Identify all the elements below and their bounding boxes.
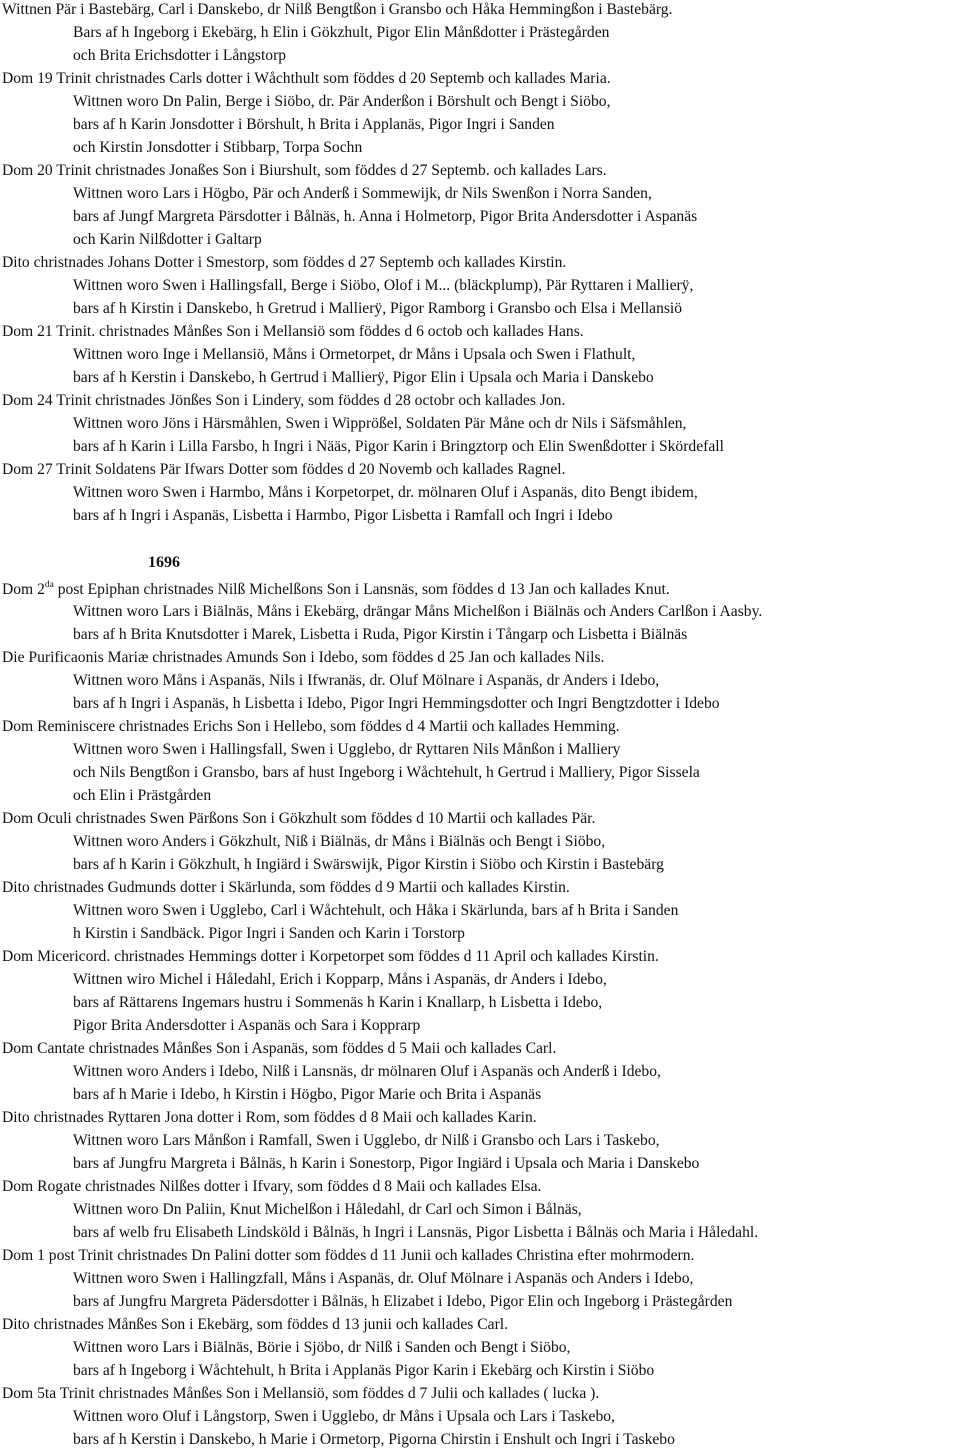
baptism-entry-line: Dom Micericord. christnades Hemmings dotter i Korpetorpet som föddes d 11 April och kallades Kirstin. bbox=[2, 948, 659, 965]
baptism-entry-line: Dom 27 Trinit Soldatens Pär Ifwars Dotter som föddes d 20 Novemb och kallades Ragnel. bbox=[2, 461, 566, 478]
baptism-entry-line: Dito christnades Gudmunds dotter i Skärlunda, som föddes d 9 Martii och kallades Kirstin. bbox=[2, 879, 570, 896]
baptism-entry-line: Dom 20 Trinit christnades Jonaßes Son i Biurshult, som föddes d 27 Septemb. och kallades Lars. bbox=[2, 162, 607, 179]
entry-prefix: Dom 2 bbox=[2, 581, 45, 598]
entry-detail-line: och Kirstin Jonsdotter i Stibbarp, Torpa Sochn bbox=[73, 139, 363, 156]
entry-detail-line: Pigor Brita Andersdotter i Aspanäs och Sara i Kopprarp bbox=[73, 1017, 421, 1034]
entry-detail-line: Wittnen woro Swen i Ugglebo, Carl i Wåchtehult, och Håka i Skärlunda, bars af h Brita i Sanden bbox=[73, 902, 679, 919]
entry-detail-line: Wittnen woro Dn Palin, Berge i Siöbo, dr. Pär Anderßon i Börshult och Bengt i Siöbo, bbox=[73, 93, 611, 110]
entry-detail-line: bars af h Karin i Gökzhult, h Ingiärd i Swärswijk, Pigor Kirstin i Siöbo och Kirstin i Bastebärg bbox=[73, 856, 664, 873]
baptism-entry-line: Dito christnades Månßes Son i Ekebärg, som föddes d 13 junii och kallades Carl. bbox=[2, 1316, 508, 1333]
entry-detail-line: bars af h Ingri i Aspanäs, Lisbetta i Harmbo, Pigor Lisbetta i Ramfall och Ingri i Idebo bbox=[73, 507, 613, 524]
entry-detail-line: och Nils Bengtßon i Gransbo, bars af hust Ingeborg i Wåchtehult, h Gertrud i Malliery, Pigor Sissela bbox=[73, 764, 700, 781]
entry-detail-line: bars af h Ingri i Aspanäs, h Lisbetta i Idebo, Pigor Ingri Hemmingsdotter och Ingri Bengtzdotter i Idebo bbox=[73, 695, 720, 712]
entry-detail-line: Wittnen woro Anders i Gökzhult, Niß i Biälnäs, dr Måns i Biälnäs och Bengt i Siöbo, bbox=[73, 833, 606, 850]
entry-detail-line: Wittnen woro Lars i Biälnäs, Börie i Sjöbo, dr Nilß i Sanden och Bengt i Siöbo, bbox=[73, 1339, 571, 1356]
entry-detail-line: Wittnen woro Anders i Idebo, Nilß i Lansnäs, dr mölnaren Oluf i Aspanäs och Anderß i Idebo, bbox=[73, 1063, 661, 1080]
entry-detail-line: Wittnen woro Lars i Biälnäs, Måns i Ekebärg, drängar Måns Michelßon i Biälnäs och Anders Carlßon i Aasby. bbox=[73, 603, 763, 620]
entry-detail-line: bars af h Marie i Idebo, h Kirstin i Högbo, Pigor Marie och Brita i Aspanäs bbox=[73, 1086, 542, 1103]
entry-detail-line: Bars af h Ingeborg i Ekebärg, h Elin i Gökzhult, Pigor Elin Månßdotter i Prästegården bbox=[73, 24, 610, 41]
entry-detail-line: Wittnen woro Lars Månßon i Ramfall, Swen i Ugglebo, dr Nilß i Gransbo och Lars i Taskebo, bbox=[73, 1132, 660, 1149]
entry-detail-line: Wittnen woro Oluf i Långstorp, Swen i Ugglebo, dr Måns i Upsala och Lars i Taskebo, bbox=[73, 1408, 615, 1425]
baptism-entry-line: Dom 5ta Trinit christnades Månßes Son i Mellansiö, som föddes d 7 Julii och kallades ( lucka ). bbox=[2, 1385, 600, 1402]
entry-detail-line: bars af Jungfru Margreta Pädersdotter i Bålnäs, h Elizabet i Idebo, Pigor Elin och Ingeborg i Prästegården bbox=[73, 1293, 733, 1310]
baptism-entry-line: Dom 24 Trinit christnades Jönßes Son i Lindery, som föddes d 28 octobr och kallades Jon. bbox=[2, 392, 566, 409]
baptism-entry-line: Dito christnades Johans Dotter i Smestorp, som föddes d 27 Septemb och kallades Kirstin. bbox=[2, 254, 567, 271]
baptism-entry-line bbox=[2, 578, 670, 601]
entry-detail-line: bars af welb fru Elisabeth Lindsköld i Bålnäs, h Ingri i Lansnäs, Pigor Lisbetta i Bålnäs och Maria i Håledahl. bbox=[73, 1224, 759, 1241]
baptism-entry-line: Dom Cantate christnades Månßes Son i Aspanäs, som föddes d 5 Maii och kallades Carl. bbox=[2, 1040, 557, 1057]
entry-rest: post Epiphan christnades Nilß Michelßons Son i Lansnäs, som föddes d 13 Jan och kallades Knut. bbox=[53, 581, 670, 598]
entry-detail-line: bars af h Kirstin i Danskebo, h Gretrud i Mallierÿ, Pigor Ramborg i Gransbo och Elsa i Mellansiö bbox=[73, 300, 683, 317]
entry-detail-line: bars af Jungfru Margreta i Bålnäs, h Karin i Sonestorp, Pigor Ingiärd i Upsala och Maria i Danskebo bbox=[73, 1155, 700, 1172]
entry-detail-line: Wittnen woro Jöns i Härsmåhlen, Swen i Wipprößel, Soldaten Pär Måne och dr Nils i Säfsmåhlen, bbox=[73, 415, 687, 432]
entry-detail-line: bars af h Kerstin i Danskebo, h Gertrud i Mallierÿ, Pigor Elin i Upsala och Maria i Danskebo bbox=[73, 369, 654, 386]
entry-detail-line: Wittnen woro Lars i Högbo, Pär och Anderß i Sommewijk, dr Nils Swenßon i Norra Sanden, bbox=[73, 185, 652, 202]
baptism-entry-line: Dom Oculi christnades Swen Pärßons Son i Gökzhult som föddes d 10 Martii och kallades Pär. bbox=[2, 810, 596, 827]
entry-detail-line: bars af h Karin Jonsdotter i Börshult, h Brita i Applanäs, Pigor Ingri i Sanden bbox=[73, 116, 555, 133]
entry-detail-line: och Brita Erichsdotter i Långstorp bbox=[73, 47, 287, 64]
entry-detail-line: Wittnen woro Swen i Harmbo, Måns i Korpetorpet, dr. mölnaren Oluf i Aspanäs, dito Bengt ibidem, bbox=[73, 484, 698, 501]
baptism-entry-line: Dom 19 Trinit christnades Carls dotter i Wåchthult som föddes d 20 Septemb och kallades Maria. bbox=[2, 70, 611, 87]
baptism-entry-line: Dom 1 post Trinit christnades Dn Palini dotter som föddes d 11 Junii och kallades Christina efter mohrmodern. bbox=[2, 1247, 695, 1264]
entry-detail-line: Wittnen wiro Michel i Håledahl, Erich i Kopparp, Måns i Aspanäs, dr Anders i Idebo, bbox=[73, 971, 607, 988]
entry-detail-line: bars af h Ingeborg i Wåchtehult, h Brita i Applanäs Pigor Karin i Ekebärg och Kirstin i Siöbo bbox=[73, 1362, 655, 1379]
baptism-entry-line: Dom Rogate christnades Nilßes dotter i Ifvary, som föddes d 8 Maii och kallades Elsa. bbox=[2, 1178, 542, 1195]
baptism-entry-line: Dom 21 Trinit. christnades Månßes Son i Mellansiö som föddes d 6 octob och kallades Hans. bbox=[2, 323, 584, 340]
entry-detail-line: Wittnen woro Swen i Hallingzfall, Måns i Aspanäs, dr. Oluf Mölnare i Aspanäs och Anders i Idebo, bbox=[73, 1270, 694, 1287]
entry-detail-line: h Kirstin i Sandbäck. Pigor Ingri i Sanden och Karin i Torstorp bbox=[73, 925, 465, 942]
entry-detail-line: bars af Jungf Margreta Pärsdotter i Bålnäs, h. Anna i Holmetorp, Pigor Brita Andersdotter i Aspanäs bbox=[73, 208, 698, 225]
baptism-entry-line: Dom Reminiscere christnades Erichs Son i Hellebo, som föddes d 4 Martii och kallades Hemming. bbox=[2, 718, 620, 735]
baptism-entry-line: Dito christnades Ryttaren Jona dotter i Rom, som föddes d 8 Maii och kallades Karin. bbox=[2, 1109, 537, 1126]
entry-detail-line: bars af h Brita Knutsdotter i Marek, Lisbetta i Ruda, Pigor Kirstin i Tångarp och Lisbetta i Biälnäs bbox=[73, 626, 688, 643]
entry-detail-line: bars af h Kerstin i Danskebo, h Marie i Ormetorp, Pigorna Chirstin i Enshult och Ingri i Taskebo bbox=[73, 1431, 675, 1448]
year-heading: 1696 bbox=[148, 554, 180, 571]
entry-detail-line: Wittnen woro Swen i Hallingsfall, Swen i Ugglebo, dr Ryttaren Nils Månßon i Malliery bbox=[73, 741, 621, 758]
entry-detail-line: och Elin i Prästgården bbox=[73, 787, 212, 804]
entry-detail-line: bars af h Karin i Lilla Farsbo, h Ingri i Nääs, Pigor Karin i Bringztorp och Elin Swenßdotter i Skördefall bbox=[73, 438, 724, 455]
ordinal-superscript: da bbox=[44, 580, 54, 590]
baptism-entry-line: Wittnen Pär i Bastebärg, Carl i Danskebo, dr Nilß Bengtßon i Gransbo och Håka Hemmingßon i Bastebärg. bbox=[2, 1, 673, 18]
entry-detail-line: Wittnen woro Måns i Aspanäs, Nils i Ifwranäs, dr. Oluf Mölnare i Aspanäs, dr Anders i Idebo, bbox=[73, 672, 660, 689]
entry-detail-line: Wittnen woro Inge i Mellansiö, Måns i Ormetorpet, dr Måns i Upsala och Swen i Flathult, bbox=[73, 346, 636, 363]
entry-detail-line: bars af Rättarens Ingemars hustru i Sommenäs h Karin i Knallarp, h Lisbetta i Idebo, bbox=[73, 994, 603, 1011]
entry-detail-line: Wittnen woro Dn Paliin, Knut Michelßon i Håledahl, dr Carl och Simon i Bålnäs, bbox=[73, 1201, 582, 1218]
baptism-entry-line: Die Purificaonis Mariæ christnades Amunds Son i Idebo, som föddes d 25 Jan och kallades Nils. bbox=[2, 649, 605, 666]
entry-detail-line: Wittnen woro Swen i Hallingsfall, Berge i Siöbo, Olof i M... (bläckplump), Pär Ryttaren i Mallierÿ, bbox=[73, 277, 694, 294]
entry-detail-line: och Karin Nilßdotter i Galtarp bbox=[73, 231, 262, 248]
